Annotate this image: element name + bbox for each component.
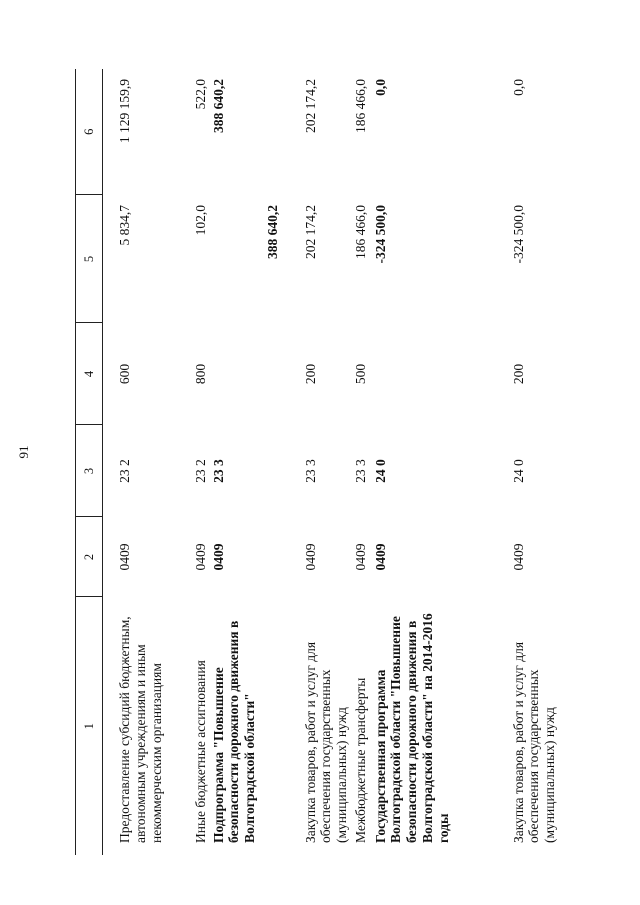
row-amount-5: -324 500,0	[372, 205, 388, 264]
row-section: 0409	[210, 543, 226, 571]
row-target: 23 3	[352, 459, 368, 483]
row-name: Закупка товаров, работ и услуг для обеспечения государственных (муниципальных) нужд	[302, 641, 350, 843]
row-name: Иные бюджетные ассигнования	[192, 660, 208, 843]
row-expense-type: 800	[192, 363, 208, 385]
table-row	[211, 69, 285, 855]
table-row	[285, 69, 353, 855]
row-amount-6: 186 466,0	[352, 79, 368, 133]
row-expense-type: 600	[117, 363, 132, 385]
row-amount-5: 202 174,2	[302, 205, 318, 259]
row-section: 0409	[352, 543, 368, 571]
row-target: 23 3	[302, 459, 318, 483]
row-expense-type	[373, 323, 493, 425]
row-section: 0409	[192, 543, 208, 571]
row-section: 0409	[372, 543, 388, 571]
table-row	[373, 69, 493, 855]
row-amount-6: 388 640,2	[210, 79, 226, 133]
row-expense-type: 200	[510, 363, 526, 385]
column-header: 3	[76, 425, 103, 517]
table-row	[103, 69, 193, 855]
row-name: Предоставление субсидий бюджетным, автономным учреждениям и иным некоммерческим организациям	[117, 616, 164, 843]
row-amount-5: 5 834,7	[117, 205, 132, 246]
column-header: 6	[76, 69, 103, 195]
row-section: 0409	[117, 543, 132, 571]
row-expense-type	[211, 323, 285, 425]
table-header-row	[76, 69, 103, 855]
row-expense-type: 200	[302, 363, 318, 385]
row-name: Подпрограмма "Повышение безопасности дорожного движения в Волгоградской области"	[210, 620, 258, 843]
row-name: Закупка товаров, работ и услуг для обеспечения государственных (муниципальных) нужд	[510, 641, 558, 843]
row-target: 23 2	[192, 459, 208, 483]
row-amount-6: 0,0	[510, 79, 526, 96]
row-expense-type: 500	[352, 363, 368, 385]
row-amount-6: 522,0	[192, 79, 208, 110]
table-row	[353, 69, 373, 855]
row-section: 0409	[510, 543, 526, 571]
row-target: 24 0	[372, 459, 388, 483]
row-amount-6: 1 129 159,9	[117, 79, 132, 144]
row-section: 0409	[302, 543, 318, 571]
budget-table	[75, 69, 563, 855]
column-header: 1	[76, 597, 103, 855]
row-amount-6: 202 174,2	[302, 79, 318, 133]
row-target: 23 2	[117, 459, 132, 483]
row-amount-5: 186 466,0	[352, 205, 368, 259]
row-name: Межбюджетные трансферты	[352, 677, 368, 843]
page-number: 91	[16, 445, 31, 459]
row-amount-6: 0,0	[372, 79, 388, 96]
table-row	[493, 69, 563, 855]
row-target: 23 3	[210, 459, 226, 483]
budget-table-rotated	[75, 69, 565, 855]
table-row	[193, 69, 211, 855]
row-amount-5: 102,0	[192, 205, 208, 236]
row-amount-5: 388 640,2	[264, 205, 280, 259]
column-header: 4	[76, 323, 103, 425]
row-target: 24 0	[510, 459, 526, 483]
row-name: Государственная программа Волгоградской области "Повышение безопасности дорожного движения в Волгоградской области" на 2014-2016 годы	[372, 613, 452, 843]
row-amount-5: -324 500,0	[510, 205, 526, 264]
column-header: 5	[76, 195, 103, 323]
column-header: 2	[76, 517, 103, 597]
